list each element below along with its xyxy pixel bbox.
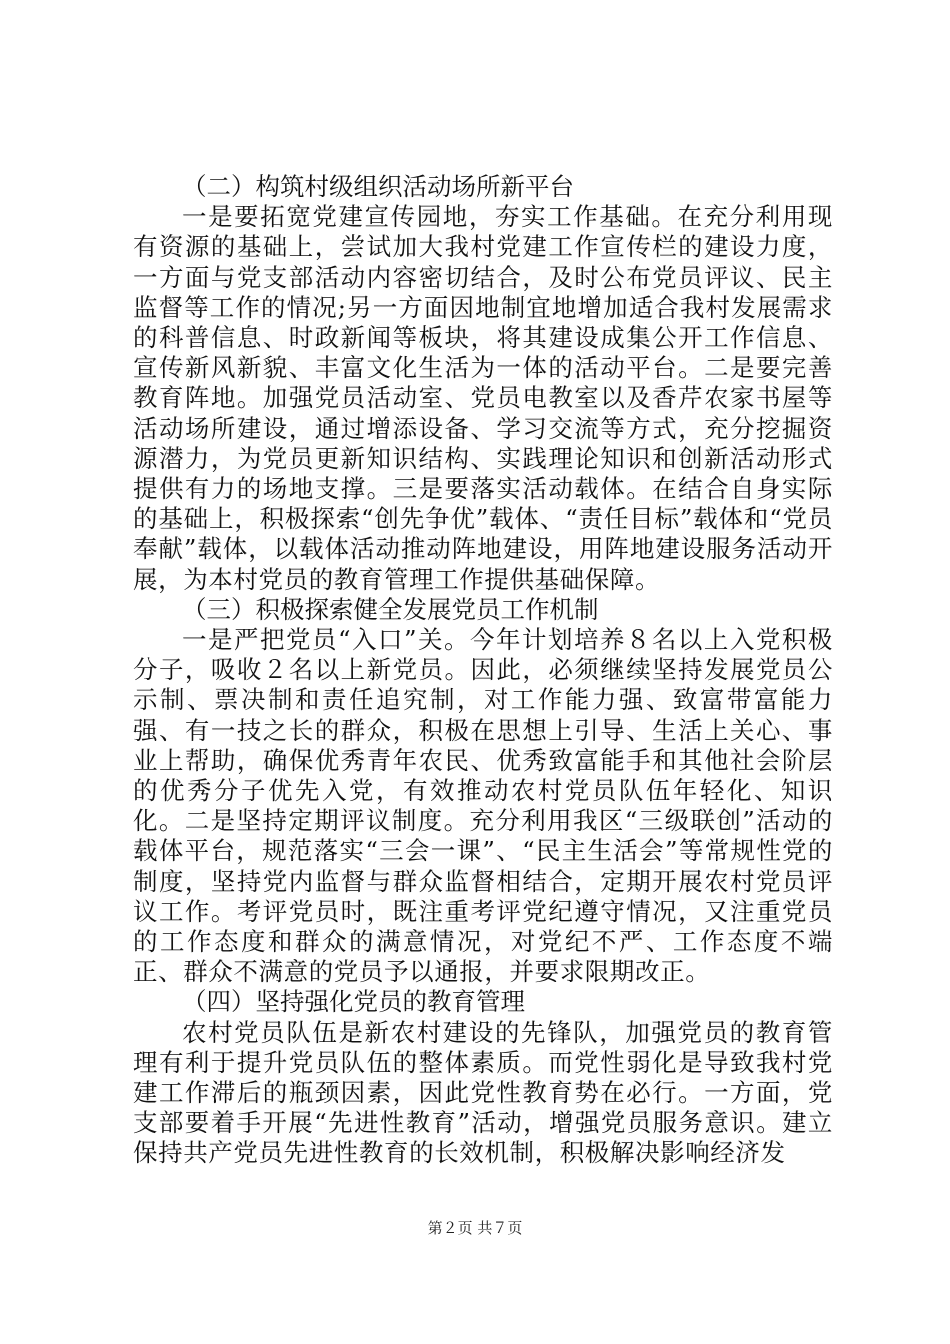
document-body [133,172,833,1169]
section-paragraph-2: 一是要拓宽党建宣传园地，夯实工作基础。在充分利用现有资源的基础上，尝试加大我村党建工作宣传栏的建设力度，一方面与党支部活动内容密切结合，及时公布党员评议、民主监督等工作的情况;另一方面因地制宜地增加适合我村发展需求的科普信息、时政新闻等板块，将其建设成集公开工作信息、宣传新风新貌、丰富文化生活为一体的活动平台。二是要完善教育阵地。加强党员活动室、党员电教室以及香芹农家书屋等活动场所建设，通过增添设备、学习交流等方式，充分挖掘资源潜力，为党员更新知识结构、实践理论知识和创新活动形式提供有力的场地支撑。三是要落实活动载体。在结合自身实际的基础上，积极探索“创先争优”载体、“责任目标”载体和“党员奉献”载体，以载体活动推动阵地建设，用阵地建设服务活动开展，为本村党员的教育管理工作提供基础保障。 [133,202,833,594]
section-heading-3: （三）积极探索健全发展党员工作机制 [182,594,599,624]
page-footer: 第２页 共７页 [427,1219,523,1237]
section-paragraph-4: 农村党员队伍是新农村建设的先锋队，加强党员的教育管理有利于提升党员队伍的整体素质。而党性弱化是导致我村党建工作滞后的瓶颈因素，因此党性教育势在必行。一方面，党支部要着手开展“先进性教育”活动，增强党员服务意识。建立保持共产党员先进性教育的长效机制，积极解决影响经济发 [133,1017,833,1168]
section-heading-2: （二）构筑村级组织活动场所新平台 [182,172,574,201]
section-heading-4: （四）坚持强化党员的教育管理 [182,987,525,1017]
section-paragraph-3: 一是严把党员“入口”关。今年计划培养８名以上入党积极分子，吸收２名以上新党员。因此，必须继续坚持发展党员公示制、票决制和责任追究制，对工作能力强、致富带富能力强、有一技之长的群众，积极在思想上引导、生活上关心、事业上帮助，确保优秀青年农民、优秀致富能手和其他社会阶层的优秀分子优先入党，有效推动农村党员队伍年轻化、知识化。二是坚持定期评议制度。充分利用我区“三级联创”活动的载体平台，规范落实“三会一课”、“民主生活会”等常规性党的制度，坚持党内监督与群众监督相结合，定期开展农村党员评议工作。考评党员时，既注重考评党纪遵守情况，又注重党员的工作态度和群众的满意情况，对党纪不严、工作态度不端正、群众不满意的党员予以通报，并要求限期改正。 [133,625,833,987]
